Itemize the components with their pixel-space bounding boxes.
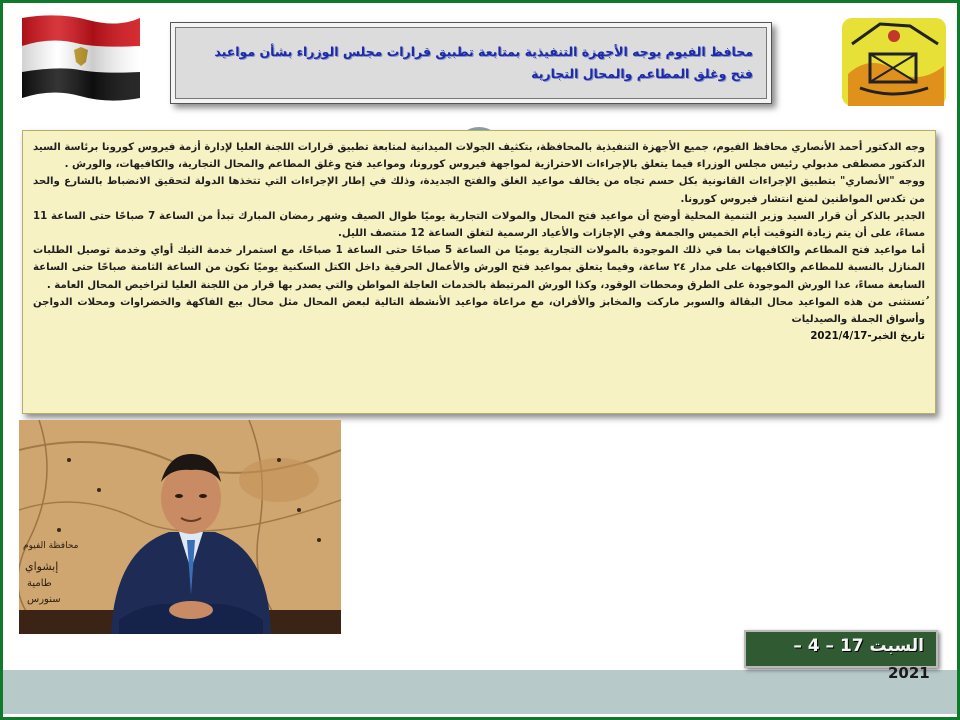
footer-band: [3, 670, 957, 714]
year-label: 2021: [888, 664, 930, 682]
day-date-label: السبت 17 – 4 –: [793, 636, 924, 656]
egypt-flag-icon: [18, 12, 144, 102]
article-paragraph: الجدير بالذكر أن قرار السيد وزير التنمية المحلية أوضح أن مواعيد فتح المحال والمولات التجارية يوميًا طوال الصيف وشهر رمضان المبارك تبدأ من الساعة 7 صباحًا حتى الساعة 11 مساءً، على أن يتم زيادة التوقيت أيام الخميس والجمعة وفي الإجازات والأعياد الرسمية لتغلق الساعة 12 منتصف الليل.: [33, 210, 925, 240]
article-paragraph: أما مواعيد فتح المطاعم والكافيهات بما في ذلك الموجودة بالمولات التجارية يوميًا من الساعة 5 صباحًا حتى الساعة 1 صباحًا، مع استمرار خدمة التيك أواي وخدمة توصيل الطلبات المنازل بالنسبة للمطاعم والكافيهات على مدار ٢٤ ساعة، وفيما يتعلق بمواعيد فتح الورش والأعمال الحرفية داخل الكتل السكنية يوميًا تكون من الساعة الثامنة صباحًا حتى الساعة السابعة مساءً، عدا الورش الموجودة على الطرق ومحطات الوقود، وكذا الورش المرتبطة بالخدمات العاجلة المواطن والتي يصدر بها قرار من اللجنة العليا لتراخيص المحال العامة .: [33, 245, 925, 291]
governor-photo: [19, 420, 341, 634]
map-label: طامية: [27, 578, 52, 589]
page-title: محافظ الفيوم يوجه الأجهزة التنفيذية بمتابعة تطبيق قرارات مجلس الوزراء بشأن مواعيد فتح وغلق المطاعم والمحال التجارية: [214, 44, 753, 81]
article-paragraph: ُتستثنى من هذه المواعيد محال البقالة والسوبر ماركت والمخابز والأفران، مع مراعاة مواعيد الأنشطة التالية لبعض المحال مثل محال بيع الفاكهة والخضراوات ومحلات الدواجن وأسواق الجملة والصيدليات: [33, 296, 925, 326]
article-paragraph: ووجه "الأنصاري" بتطبيق الإجراءات القانونية بكل حسم تجاه من يخالف مواعيد الغلق والفتح الجديدة، وذلك في إطار الإجراءات التي تتخذها الدولة لتحقيق الانضباط بالشارع والحد من تكدس المواطنين لمنع انتشار فيروس كورونا.: [33, 176, 925, 205]
article-date: تاريخ الخبر-2021/4/17: [810, 331, 925, 343]
map-label: محافظة الفيوم: [23, 541, 79, 551]
day-date-box: [744, 630, 938, 668]
article-paragraph: وجه الدكتور أحمد الأنصاري محافظ الفيوم، جميع الأجهزة التنفيذية بالمحافظة، بتكثيف الجولات الميدانية لمتابعة تطبيق قرارات اللجنة العليا لإدارة أزمة فيروس كورونا برئاسة السيد الدكتور مصطفى مدبولي رئيس مجلس الوزراء فيما يتعلق بالإجراءات الاحترازية لمواجهة فيروس كورونا، ومواعيد فتح وغلق المطاعم والمحال التجارية، والكافيهات، والورش .: [33, 142, 925, 171]
map-label: سنورس: [27, 594, 61, 605]
title-box: [170, 22, 772, 104]
fayoum-logo-icon: [840, 14, 948, 110]
article-box: [22, 130, 936, 414]
map-label: إبشواي: [25, 560, 59, 573]
article-body: [33, 139, 925, 345]
